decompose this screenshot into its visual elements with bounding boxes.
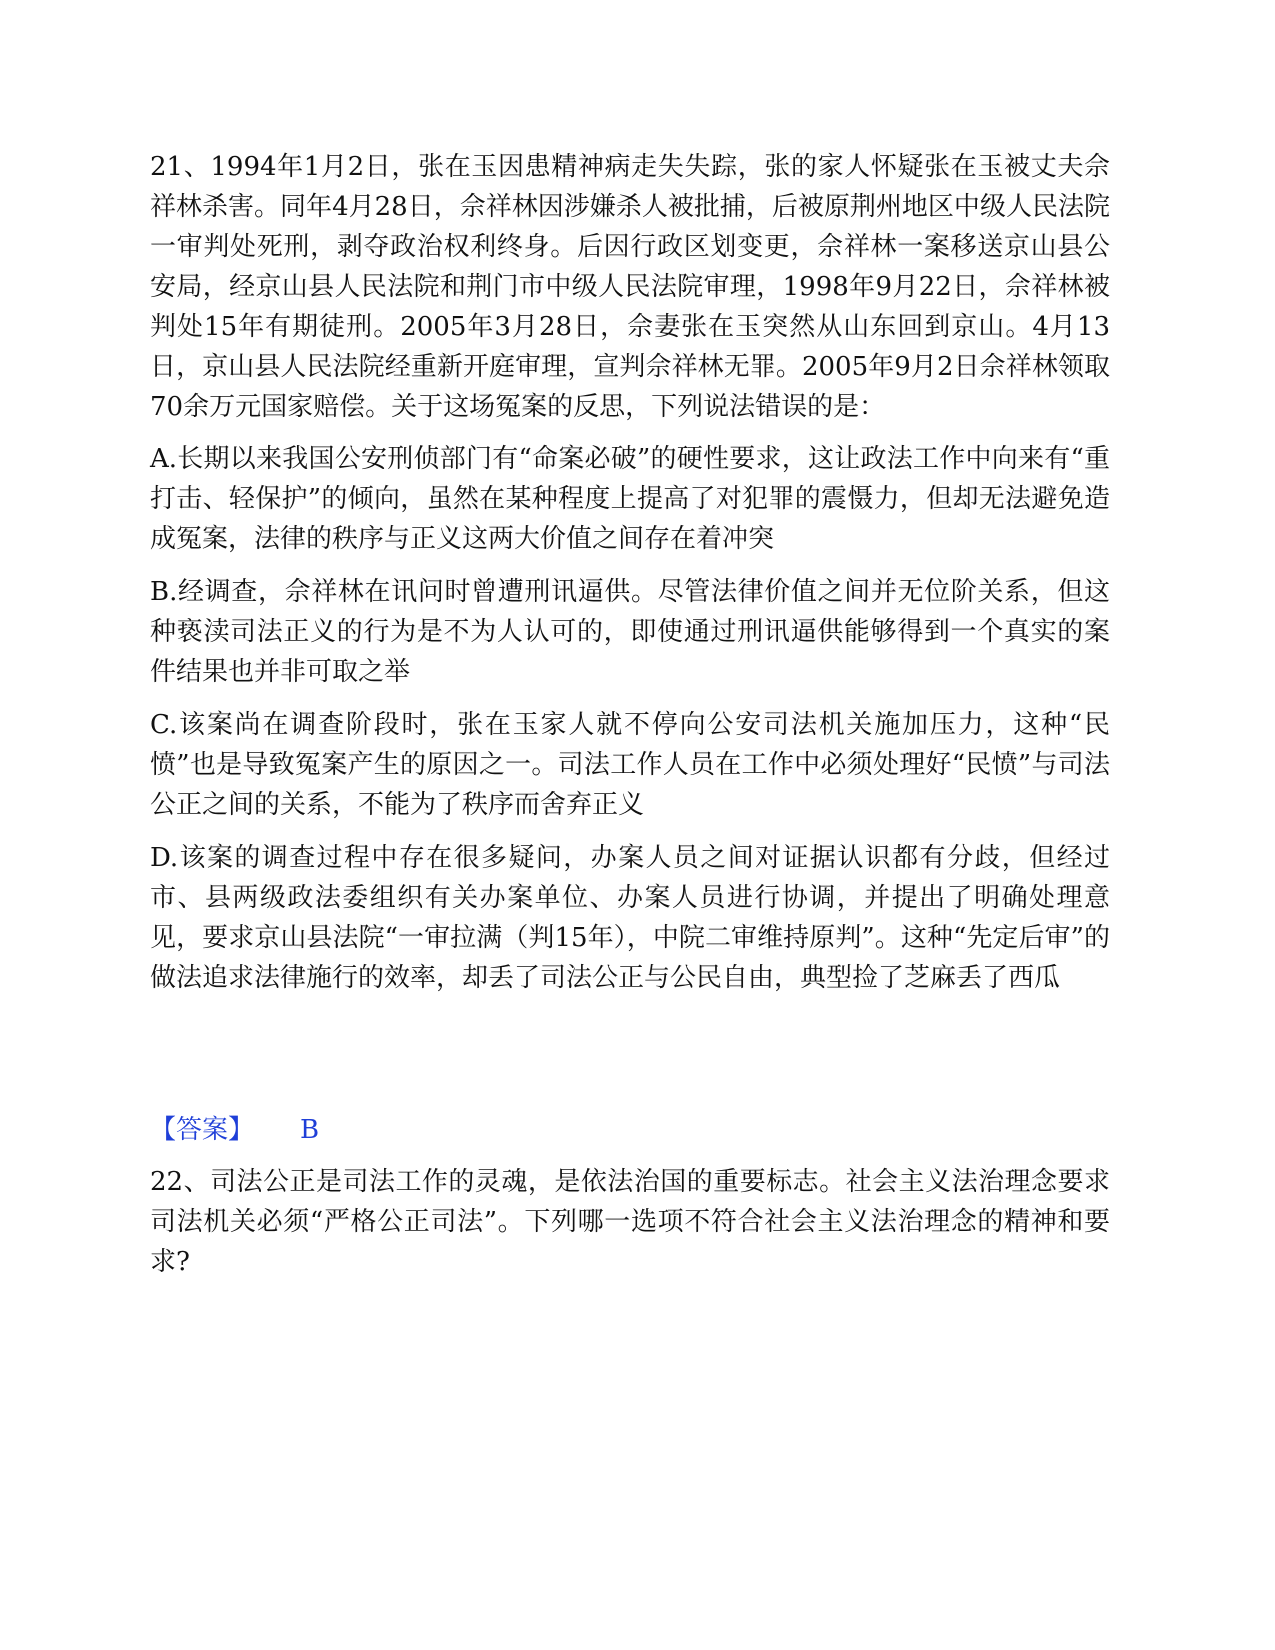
question-22-number: 22、 — [150, 1167, 211, 1197]
question-21-number: 21、 — [150, 152, 211, 182]
question-21-text: 1994年1月2日，张在玉因患精神病走失失踪，张的家人怀疑张在玉被丈夫佘祥林杀害。同年4月28日，佘祥林因涉嫌杀人被批捕，后被原荆州地区中级人民法院一审判处死刑，剥夺政治权利终身。后因行政区划变更，佘祥林一案移送京山县公安局，经京山县人民法院和荆门市中级人民法院审理，1998年9月22日，佘祥林被判处15年有期徒刑。2005年3月28日，佘妻张在玉突然从山东回到京山。4月13日，京山县人民法院经重新开庭审理，宣判佘祥林无罪。2005年9月2日佘祥林领取70余万元国家赔偿。关于这场冤案的反思，下列说法错误的是： — [150, 152, 1110, 422]
answer-label: 【答案】 — [150, 1115, 255, 1145]
answer-value: B — [300, 1115, 320, 1145]
question-22-text: 司法公正是司法工作的灵魂，是依法治国的重要标志。社会主义法治理念要求司法机关必须“严格公正司法”。下列哪一选项不符合社会主义法治理念的精神和要求? — [150, 1167, 1110, 1277]
question-21-answer — [150, 1110, 1110, 1150]
question-22-stem — [150, 1162, 1110, 1282]
question-21-option-c: C.该案尚在调查阶段时，张在玉家人就不停向公安司法机关施加压力，这种“民愤”也是导致冤案产生的原因之一。司法工作人员在工作中必须处理好“民愤”与司法公正之间的关系，不能为了秩序而舍弃正义 — [150, 710, 1110, 820]
document-page — [150, 147, 1110, 1282]
question-21-stem — [150, 147, 1110, 427]
question-21-option-d: D.该案的调查过程中存在很多疑问，办案人员之间对证据认识都有分歧，但经过市、县两级政法委组织有关办案单位、办案人员进行协调，并提出了明确处理意见，要求京山县法院“一审拉满（判15年），中院二审维持原判”。这种“先定后审”的做法追求法律施行的效率，却丢了司法公正与公民自由，典型捡了芝麻丢了西瓜 — [150, 843, 1110, 993]
question-21-option-b: B.经调查，佘祥林在讯问时曾遭刑讯逼供。尽管法律价值之间并无位阶关系，但这种亵渎司法正义的行为是不为人认可的，即使通过刑讯逼供能够得到一个真实的案件结果也并非可取之举 — [150, 577, 1110, 687]
question-21-option-a: A.长期以来我国公安刑侦部门有“命案必破”的硬性要求，这让政法工作中向来有“重打击、轻保护”的倾向，虽然在某种程度上提高了对犯罪的震慑力，但却无法避免造成冤案，法律的秩序与正义这两大价值之间存在着冲突 — [150, 444, 1110, 554]
